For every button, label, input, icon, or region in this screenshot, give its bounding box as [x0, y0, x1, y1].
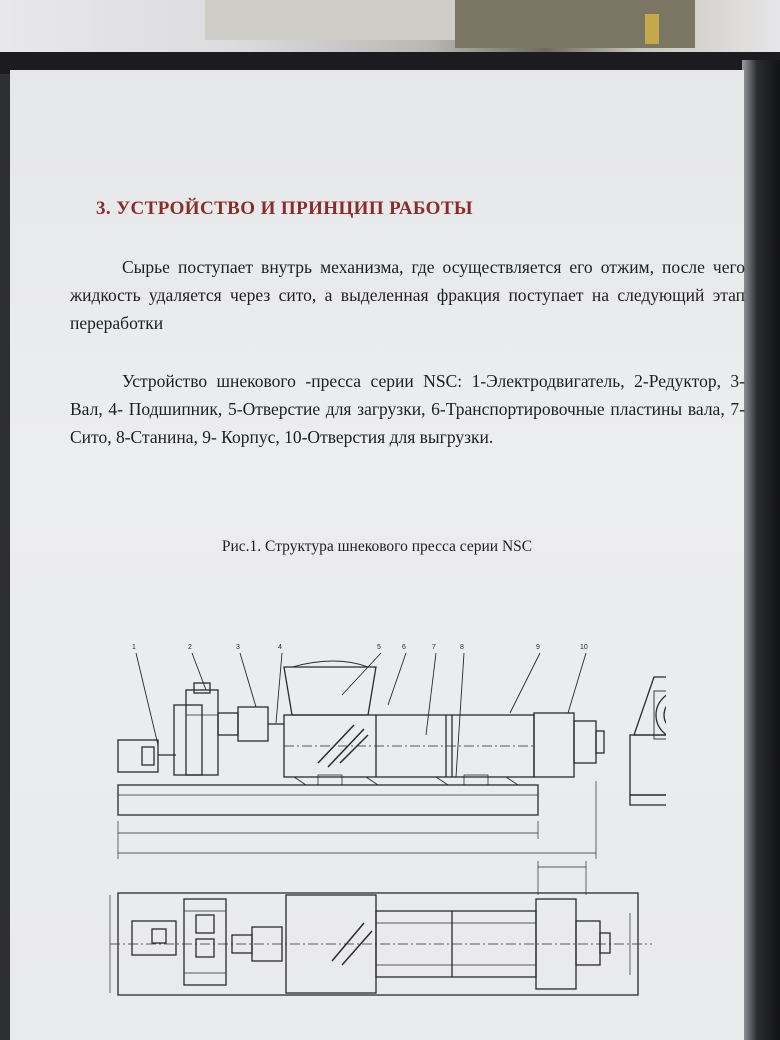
- callout-5: 5: [377, 644, 381, 651]
- callout-9: 9: [536, 644, 540, 651]
- background-photo-left: [205, 0, 455, 40]
- section-heading: 3. УСТРОЙСТВО И ПРИНЦИП РАБОТЫ: [96, 198, 473, 219]
- callout-10: 10: [580, 644, 588, 651]
- callout-2: 2: [188, 644, 192, 651]
- coupling: [218, 713, 238, 735]
- base-frame: [118, 785, 538, 815]
- plan-view: [110, 861, 652, 995]
- callout-7: 7: [432, 644, 436, 651]
- side-view: [118, 661, 604, 859]
- motor-body: [118, 740, 158, 772]
- screw-press-drawing: [106, 595, 666, 1015]
- outlet-section: [534, 713, 574, 777]
- end-view: [630, 677, 666, 805]
- callout-6: 6: [402, 644, 406, 651]
- feed-hopper: [284, 667, 376, 715]
- paragraph-components: Устройство шнекового -пресса серии NSC: 1-Электродвигатель, 2-Редуктор, 3- Вал, 4- Подшипник, 5-Отверстие для загрузки, 6-Транспортировочные пластины вала, 7- Сито, 8-Станина, 9- Корпус, 10-Отверстия для выгрузки.: [70, 371, 745, 447]
- callout-4: 4: [278, 644, 282, 651]
- callout-numbers: [132, 644, 588, 651]
- document-page: [10, 70, 744, 1040]
- gearbox: [174, 705, 202, 775]
- callout-1: 1: [132, 644, 136, 651]
- paragraph-principle: Сырье поступает внутрь механизма, где осуществляется его отжим, после чего жидкость удаляется через сито, а выделенная фракция поступает на следующий этап переработки: [70, 257, 745, 333]
- figure-caption: Рис.1. Структура шнекового пресса серии NSC: [221, 538, 533, 555]
- monitor-frame-right: [742, 60, 780, 1040]
- background-photo-right: [455, 0, 695, 48]
- callout-3: 3: [236, 644, 240, 651]
- callout-8: 8: [460, 644, 464, 651]
